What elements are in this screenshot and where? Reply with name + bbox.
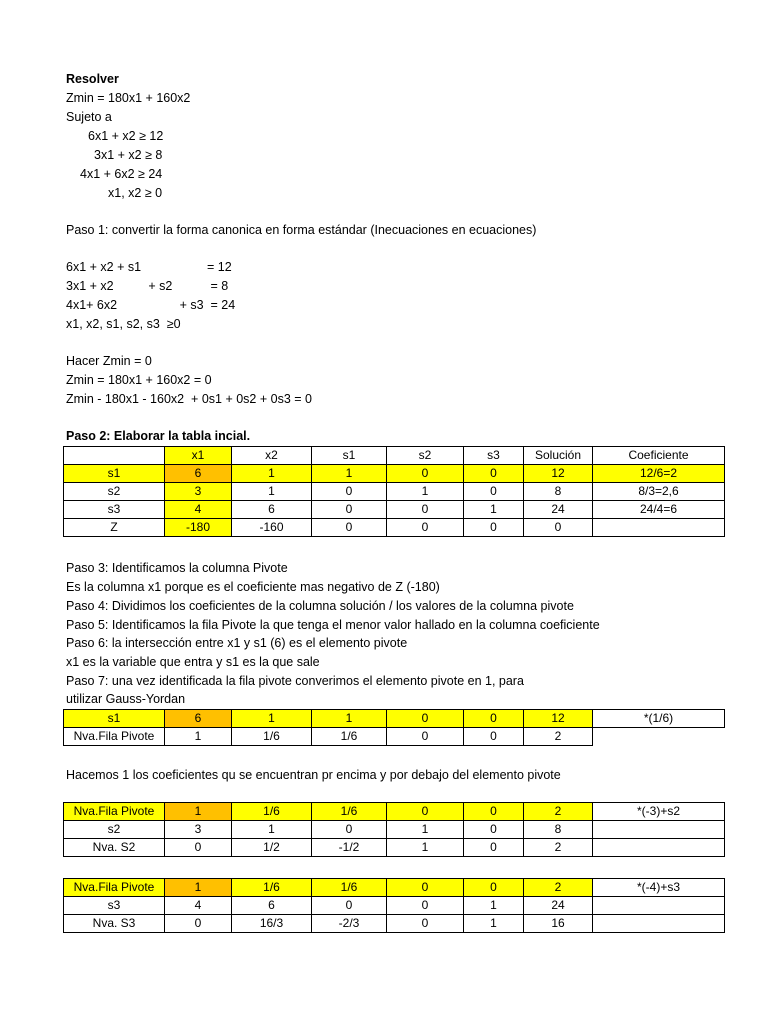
table-cell: 0 <box>387 803 464 821</box>
table-cell: 12 <box>524 465 593 483</box>
zmin-standard: Zmin - 180x1 - 160x2 + 0s1 + 0s2 + 0s3 = 0 <box>66 392 312 406</box>
table-cell: 1 <box>387 483 464 501</box>
step-3: Paso 3: Identificamos la columna Pivote <box>66 561 288 575</box>
step-6-explanation: x1 es la variable que entra y s1 es la que sale <box>66 655 320 669</box>
initial-table <box>63 446 725 537</box>
table-cell: 0 <box>312 897 387 915</box>
table-cell: Z <box>64 519 165 537</box>
table-cell: 0 <box>387 519 464 537</box>
subject-to-label: Sujeto a <box>66 110 112 124</box>
table-cell: s3 <box>64 501 165 519</box>
table-cell: 0 <box>165 915 232 933</box>
table-cell: 8 <box>524 483 593 501</box>
table-cell: -180 <box>165 519 232 537</box>
table-row <box>64 879 725 897</box>
table-row <box>64 821 725 839</box>
table-cell: 0 <box>165 839 232 857</box>
table-cell: 1 <box>312 465 387 483</box>
zmin-eq: Zmin = 180x1 + 160x2 = 0 <box>66 373 212 387</box>
table-cell: 0 <box>464 710 524 728</box>
table-cell: 1 <box>312 710 387 728</box>
table-cell: 0 <box>312 821 387 839</box>
table-cell: 0 <box>387 465 464 483</box>
table-cell: 1/6 <box>312 728 387 746</box>
table-cell: 0 <box>312 483 387 501</box>
table-cell: 1/6 <box>232 803 312 821</box>
table-cell: *(-3)+s2 <box>593 803 725 821</box>
table-cell: 0 <box>464 519 524 537</box>
step-2: Paso 2: Elaborar la tabla incial. <box>66 429 251 443</box>
step-7-continued: utilizar Gauss-Yordan <box>66 692 186 706</box>
table-cell: *(-4)+s3 <box>593 879 725 897</box>
constraint-1: 6x1 + x2 ≥ 12 <box>88 129 164 143</box>
table-cell: Nva.Fila Pivote <box>64 803 165 821</box>
table-cell: 0 <box>387 501 464 519</box>
table-cell: s2 <box>387 447 464 465</box>
table-cell: 24 <box>524 897 593 915</box>
table-cell: x2 <box>232 447 312 465</box>
step-4: Paso 4: Dividimos los coeficientes de la columna solución / los valores de la columna pivote <box>66 599 574 613</box>
table-row <box>64 519 725 537</box>
table-row <box>64 803 725 821</box>
table-cell: -1/2 <box>312 839 387 857</box>
step-7: Paso 7: una vez identificada la fila pivote converimos el elemento pivote en 1, para <box>66 674 524 688</box>
title-resolver: Resolver <box>66 72 119 86</box>
table-cell: 0 <box>387 897 464 915</box>
table-cell: 1/6 <box>312 879 387 897</box>
equation-1: 6x1 + x2 + s1 = 12 <box>66 260 232 274</box>
table-cell: 1 <box>464 897 524 915</box>
table-cell <box>593 821 725 839</box>
table-row <box>64 501 725 519</box>
table-cell: 8/3=2,6 <box>593 483 725 501</box>
table-cell: Coeficiente <box>593 447 725 465</box>
table-row <box>64 728 725 746</box>
equation-2: 3x1 + x2 + s2 = 8 <box>66 279 229 293</box>
table-cell: 0 <box>464 465 524 483</box>
equation-nonneg: x1, x2, s1, s2, s3 ≥0 <box>66 317 181 331</box>
table-cell: s1 <box>64 465 165 483</box>
table-cell: 1/6 <box>232 879 312 897</box>
table-cell: 0 <box>524 519 593 537</box>
equation-3: 4x1+ 6x2 + s3 = 24 <box>66 298 236 312</box>
table-cell: *(1/6) <box>593 710 725 728</box>
new-s2-table <box>63 802 725 857</box>
table-cell: 0 <box>464 879 524 897</box>
empty-cell <box>593 728 725 746</box>
table-row <box>64 483 725 501</box>
table-cell: 1 <box>232 483 312 501</box>
table-cell: s1 <box>312 447 387 465</box>
table-cell <box>593 897 725 915</box>
pivot-row-table <box>63 709 725 746</box>
table-cell: -160 <box>232 519 312 537</box>
table-cell: 3 <box>165 821 232 839</box>
table-cell: Solución <box>524 447 593 465</box>
step-6: Paso 6: la intersección entre x1 y s1 (6) es el elemento pivote <box>66 636 408 650</box>
table-cell: s3 <box>64 897 165 915</box>
step-3-explanation: Es la columna x1 porque es el coeficiente mas negativo de Z (-180) <box>66 580 440 594</box>
table-cell: 8 <box>524 821 593 839</box>
table-cell: 1 <box>387 821 464 839</box>
table-cell: x1 <box>165 447 232 465</box>
table-cell: 1/2 <box>232 839 312 857</box>
table-row <box>64 465 725 483</box>
table-cell: 12/6=2 <box>593 465 725 483</box>
table-cell: Nva. S3 <box>64 915 165 933</box>
pivot-cell: 6 <box>165 710 232 728</box>
table-cell: 1/6 <box>232 728 312 746</box>
table-cell: Nva. S2 <box>64 839 165 857</box>
table-cell: 0 <box>387 710 464 728</box>
constraint-2: 3x1 + x2 ≥ 8 <box>94 148 163 162</box>
table-cell: 1 <box>232 821 312 839</box>
table-cell: 2 <box>524 803 593 821</box>
table-cell: 0 <box>464 821 524 839</box>
table-cell: 16/3 <box>232 915 312 933</box>
table-cell: 0 <box>464 728 524 746</box>
table-cell: Nva.Fila Pivote <box>64 728 165 746</box>
table-cell: 1 <box>464 501 524 519</box>
nonnegativity: x1, x2 ≥ 0 <box>108 186 163 200</box>
table-cell: 1 <box>387 839 464 857</box>
table-cell <box>593 915 725 933</box>
table-cell: 4 <box>165 897 232 915</box>
table-row <box>64 897 725 915</box>
pivot-cell: 1 <box>165 803 232 821</box>
step-1: Paso 1: convertir la forma canonica en forma estándar (Inecuaciones en ecuaciones) <box>66 223 537 237</box>
table-cell: 6 <box>232 501 312 519</box>
table-row <box>64 839 725 857</box>
step-8-text: Hacemos 1 los coeficientes qu se encuentran pr encima y por debajo del elemento pivote <box>66 768 561 782</box>
table-cell: 4 <box>165 501 232 519</box>
zmin-zero: Hacer Zmin = 0 <box>66 354 152 368</box>
table-cell: 2 <box>524 879 593 897</box>
table-cell: 6 <box>232 897 312 915</box>
table-cell: 1 <box>232 465 312 483</box>
table-cell: Nva.Fila Pivote <box>64 879 165 897</box>
table-cell: s2 <box>64 821 165 839</box>
table-cell: s1 <box>64 710 165 728</box>
table-cell: 0 <box>312 519 387 537</box>
table-cell: s3 <box>464 447 524 465</box>
table-cell: 0 <box>464 839 524 857</box>
table-cell: 16 <box>524 915 593 933</box>
table-row <box>64 447 725 465</box>
table-cell <box>593 839 725 857</box>
table-cell <box>64 447 165 465</box>
table-cell: 0 <box>387 728 464 746</box>
table-cell: 0 <box>312 501 387 519</box>
table-cell: 2 <box>524 839 593 857</box>
table-cell: 0 <box>387 915 464 933</box>
pivot-cell: 6 <box>165 465 232 483</box>
table-cell: 0 <box>464 483 524 501</box>
table-cell: 24 <box>524 501 593 519</box>
table-row <box>64 710 725 728</box>
table-cell: s2 <box>64 483 165 501</box>
new-s3-table <box>63 878 725 933</box>
table-cell: 0 <box>387 879 464 897</box>
table-cell: 24/4=6 <box>593 501 725 519</box>
table-cell: -2/3 <box>312 915 387 933</box>
table-cell: 1 <box>165 728 232 746</box>
table-cell: 1 <box>232 710 312 728</box>
table-cell: 2 <box>524 728 593 746</box>
objective-function: Zmin = 180x1 + 160x2 <box>66 91 191 105</box>
table-cell: 1 <box>464 915 524 933</box>
constraint-3: 4x1 + 6x2 ≥ 24 <box>80 167 163 181</box>
pivot-cell: 1 <box>165 879 232 897</box>
step-5: Paso 5: Identificamos la fila Pivote la que tenga el menor valor hallado en la columna coeficiente <box>66 618 600 632</box>
table-cell: 1/6 <box>312 803 387 821</box>
table-cell: 0 <box>464 803 524 821</box>
table-row <box>64 915 725 933</box>
table-cell: 3 <box>165 483 232 501</box>
table-cell <box>593 519 725 537</box>
table-cell: 12 <box>524 710 593 728</box>
